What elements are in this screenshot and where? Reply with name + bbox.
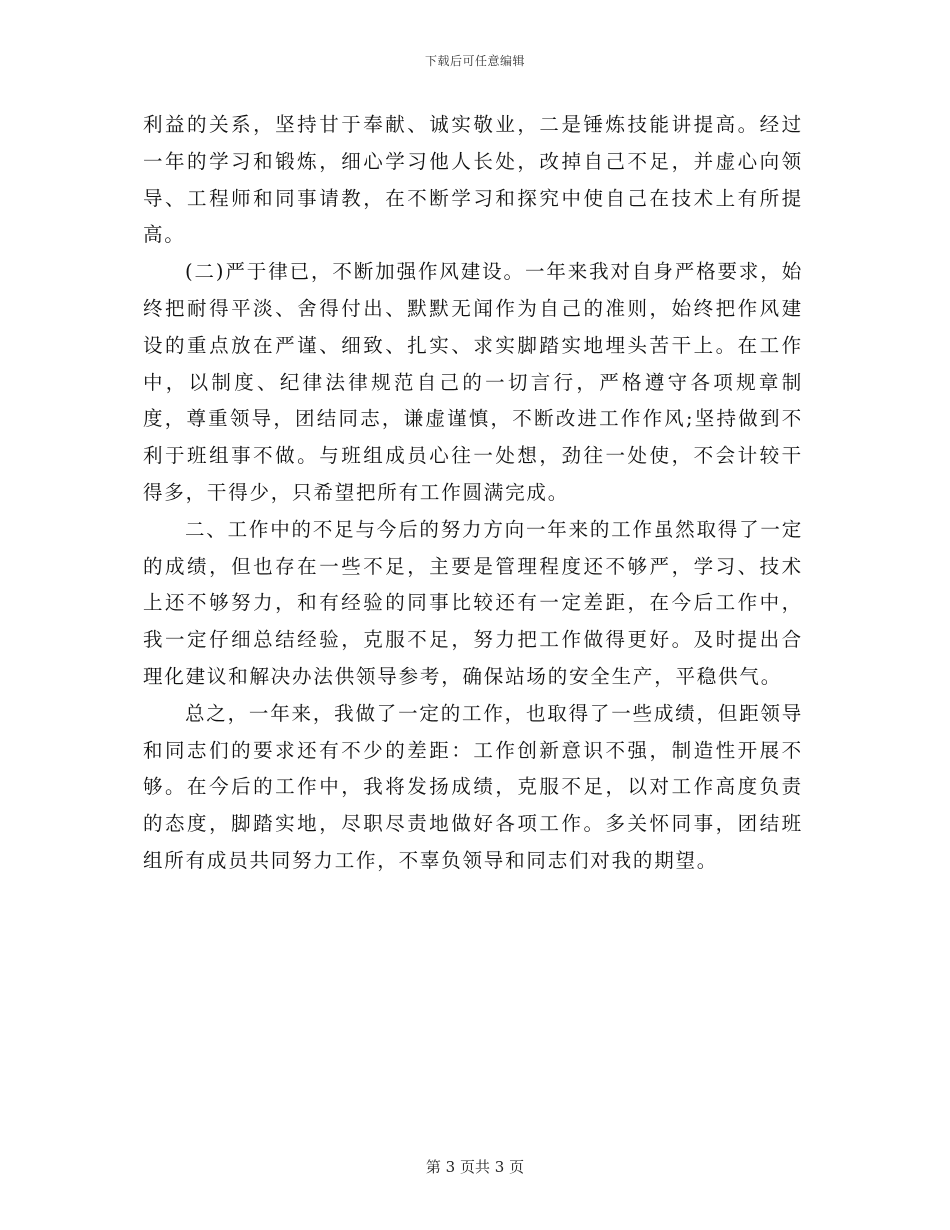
paragraph-continuation: 利益的关系，坚持甘于奉献、诚实敬业，二是锤炼技能讲提高。经过一年的学习和锻炼，细心学习他人长处，改掉自己不足，并虚心向领导、工程师和同事请教，在不断学习和探究中使自己在技术上有所提高。 xyxy=(143,113,803,247)
paragraph-shortcomings: 二、工作中的不足与今后的努力方向一年来的工作虽然取得了一定的成绩，但也存在一些不足，主要是管理程度还不够严，学习、技术上还不够努力，和有经验的同事比较还有一定差距，在今后工作中，我一定仔细总结经验，克服不足，努力把工作做得更好。及时提出合理化建议和解决办法供领导参考，确保站场的安全生产，平稳供气。 xyxy=(143,517,803,688)
paragraph-conclusion: 总之，一年来，我做了一定的工作，也取得了一些成绩，但距领导和同志们的要求还有不少的差距：工作创新意识不强，制造性开展不够。在今后的工作中，我将发扬成绩，克服不足，以对工作高度负责的态度，脚踏实地，尽职尽责地做好各项工作。多关怀同事，团结班组所有成员共同努力工作，不辜负领导和同志们对我的期望。 xyxy=(143,701,803,872)
page-number: 第 3 页共 3 页 xyxy=(425,1158,525,1176)
page-header: 下载后可任意编辑 xyxy=(424,54,525,68)
document-body xyxy=(143,107,803,880)
paragraph-work-style: (二)严于律已，不断加强作风建设。一年来我对自身严格要求，始终把耐得平淡、舍得付出、默默无闻作为自己的准则，始终把作风建设的重点放在严谨、细致、扎实、求实脚踏实地埋头苦干上。在工作中，以制度、纪律法律规范自己的一切言行，严格遵守各项规章制度，尊重领导，团结同志，谦虚谨慎，不断改进工作作风;坚持做到不利于班组事不做。与班组成员心往一处想，劲往一处使，不会计较干得多，干得少，只希望把所有工作圆满完成。 xyxy=(143,260,803,504)
